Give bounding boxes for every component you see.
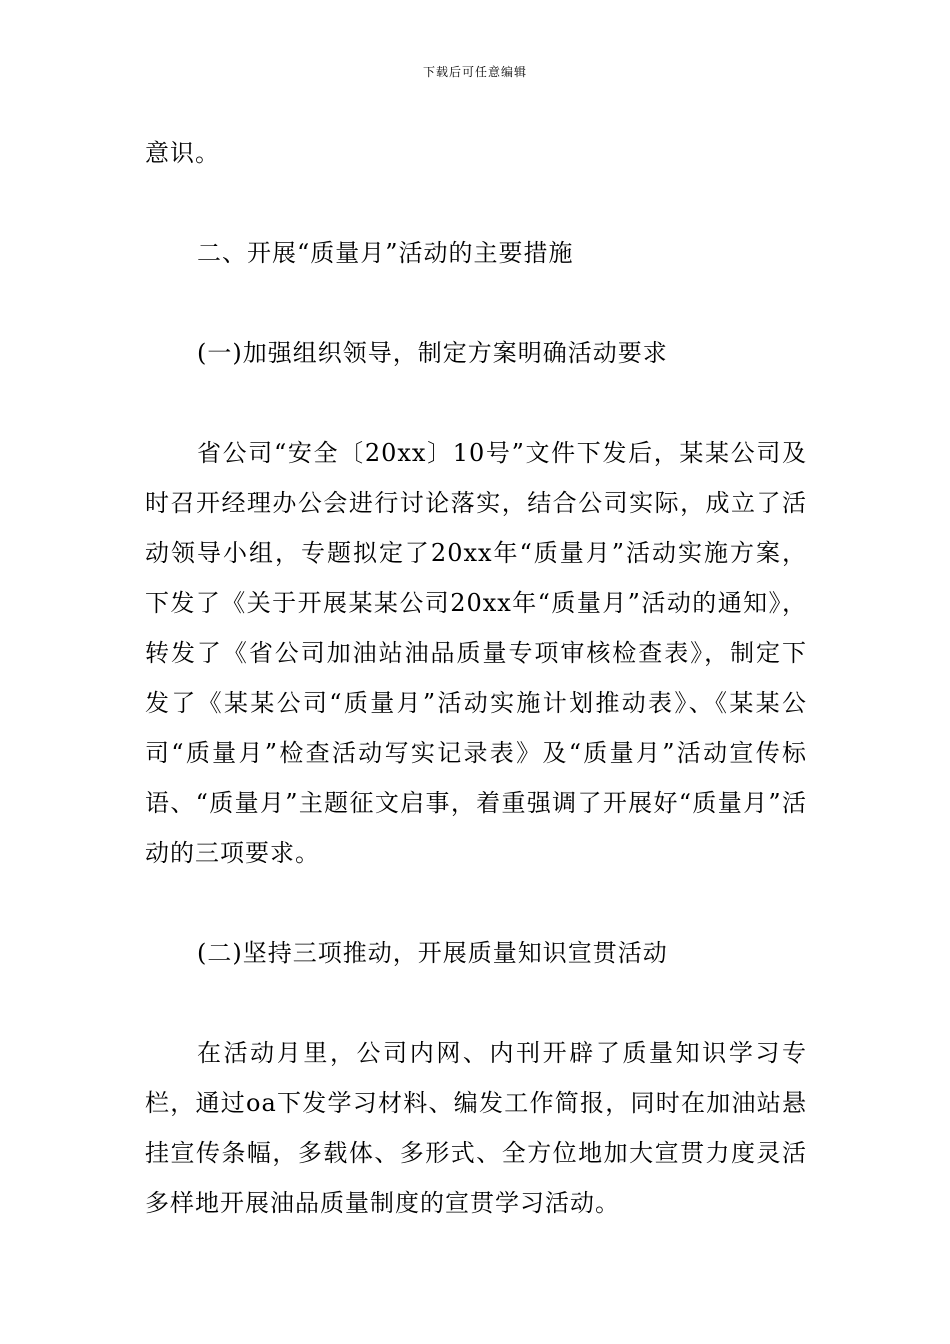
body-paragraph: 省公司“安全〔20xx〕10号”文件下发后，某某公司及时召开经理办公会进行讨论落实，结合公司实际，成立了活动领导小组，专题拟定了20xx年“质量月”活动实施方案，下发了《关于开展某某公司20xx年“质量月”活动的通知》，转发了《省公司加油站油品质量专项审核检查表》，制定下发了《某某公司“质量月”活动实施计划推动表》、《某某公司“质量月”检查活动写实记录表》及“质量月”活动宣传标语、“质量月”主题征文启事，着重强调了开展好“质量月”活动的三项要求。 (145, 439, 807, 867)
paragraph-continuation: 意识。 (145, 139, 220, 167)
subsection-heading: (一)加强组织领导，制定方案明确活动要求 (197, 339, 668, 367)
document-body (145, 128, 807, 1228)
body-paragraph: 在活动月里，公司内网、内刊开辟了质量知识学习专栏，通过oa下发学习材料、编发工作简报，同时在加油站悬挂宣传条幅，多载体、多形式、全方位地加大宣贯力度灵活多样地开展油品质量制度的宣贯学习活动。 (145, 1039, 807, 1217)
subsection-heading: (二)坚持三项推动，开展质量知识宣贯活动 (197, 939, 668, 967)
section-heading: 二、开展“质量月”活动的主要措施 (197, 239, 574, 267)
page-header: 下载后可任意编辑 (422, 65, 527, 79)
